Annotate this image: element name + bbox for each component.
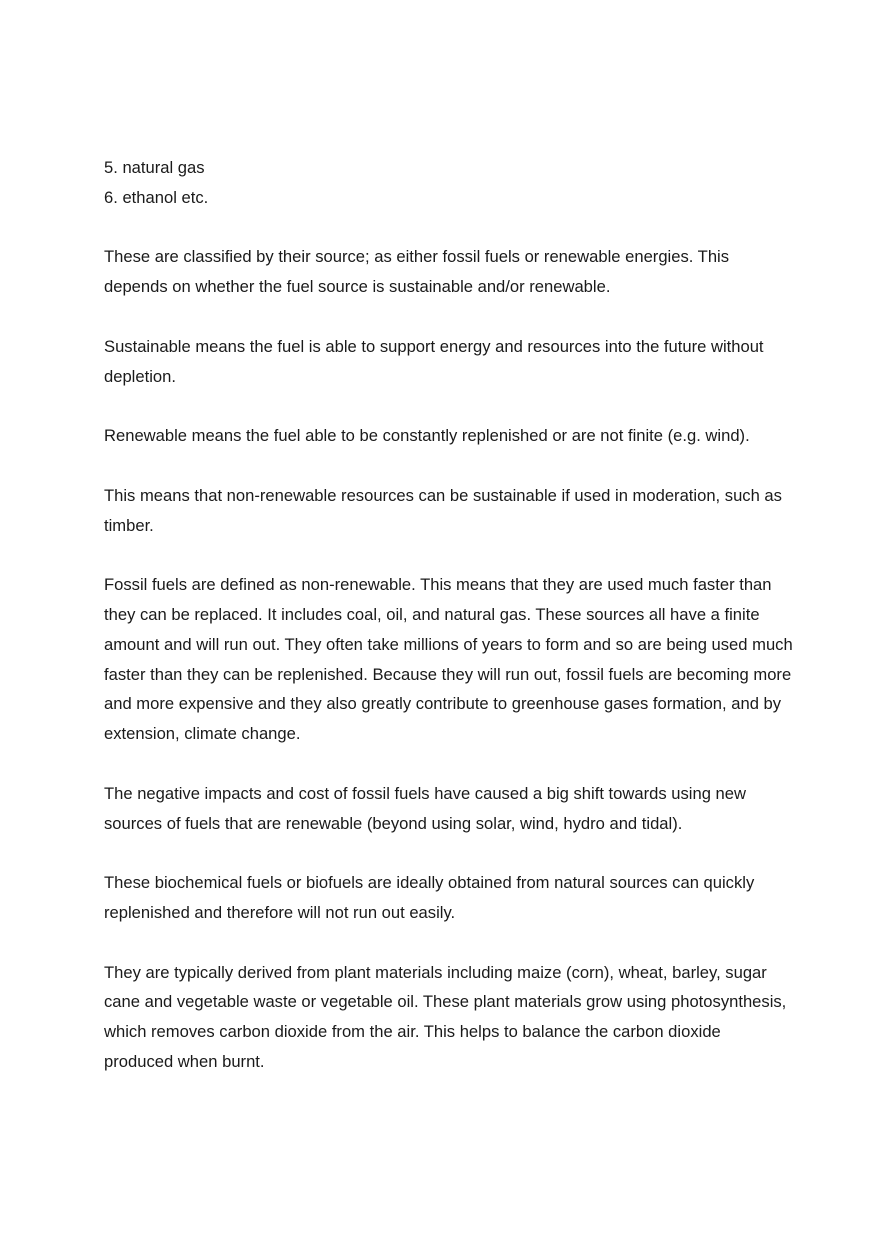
paragraph-non-renewable-sustainable: This means that non-renewable resources can be sustainable if used in moderation, such as timber. <box>104 485 782 535</box>
paragraph-biofuels: These biochemical fuels or biofuels are ideally obtained from natural sources can quickly replenished and therefore will not run out easily. <box>104 873 755 922</box>
list-item-natural-gas: 5. natural gas <box>104 158 205 177</box>
list-item-ethanol: 6. ethanol etc. <box>104 187 209 207</box>
paragraph-renewable-definition: Renewable means the fuel able to be constantly replenished or are not finite (e.g. wind). <box>104 426 750 446</box>
paragraph-shift-to-renewables: The negative impacts and cost of fossil fuels have caused a big shift towards using new sources of fuels that are renewable (beyond using solar, wind, hydro and tidal). <box>104 783 746 833</box>
paragraph-plant-materials: They are typically derived from plant materials including maize (corn), wheat, barley, sugar cane and vegetable waste or vegetable oil. These plant materials grow using photosynthesis, which removes carbon dioxide from the air. This helps to balance the carbon dioxide produced when burnt. <box>104 962 787 1071</box>
paragraph-sustainable-definition: Sustainable means the fuel is able to support energy and resources into the future without depletion. <box>104 336 764 386</box>
paragraph-fossil-fuels: Fossil fuels are defined as non-renewable. This means that they are used much faster than they can be replaced. It includes coal, oil, and natural gas. These sources all have a finite amount and will run out. They often take millions of years to form and so are being used much faster than they can be replenished. Because they will run out, fossil fuels are becoming more and more expensive and they also greatly contribute to greenhouse gases formation, and by extension, climate change. <box>104 575 793 744</box>
paragraph-classification: These are classified by their source; as either fossil fuels or renewable energies. This depends on whether the fuel source is sustainable and/or renewable. <box>104 247 730 297</box>
document-body <box>104 153 794 1077</box>
